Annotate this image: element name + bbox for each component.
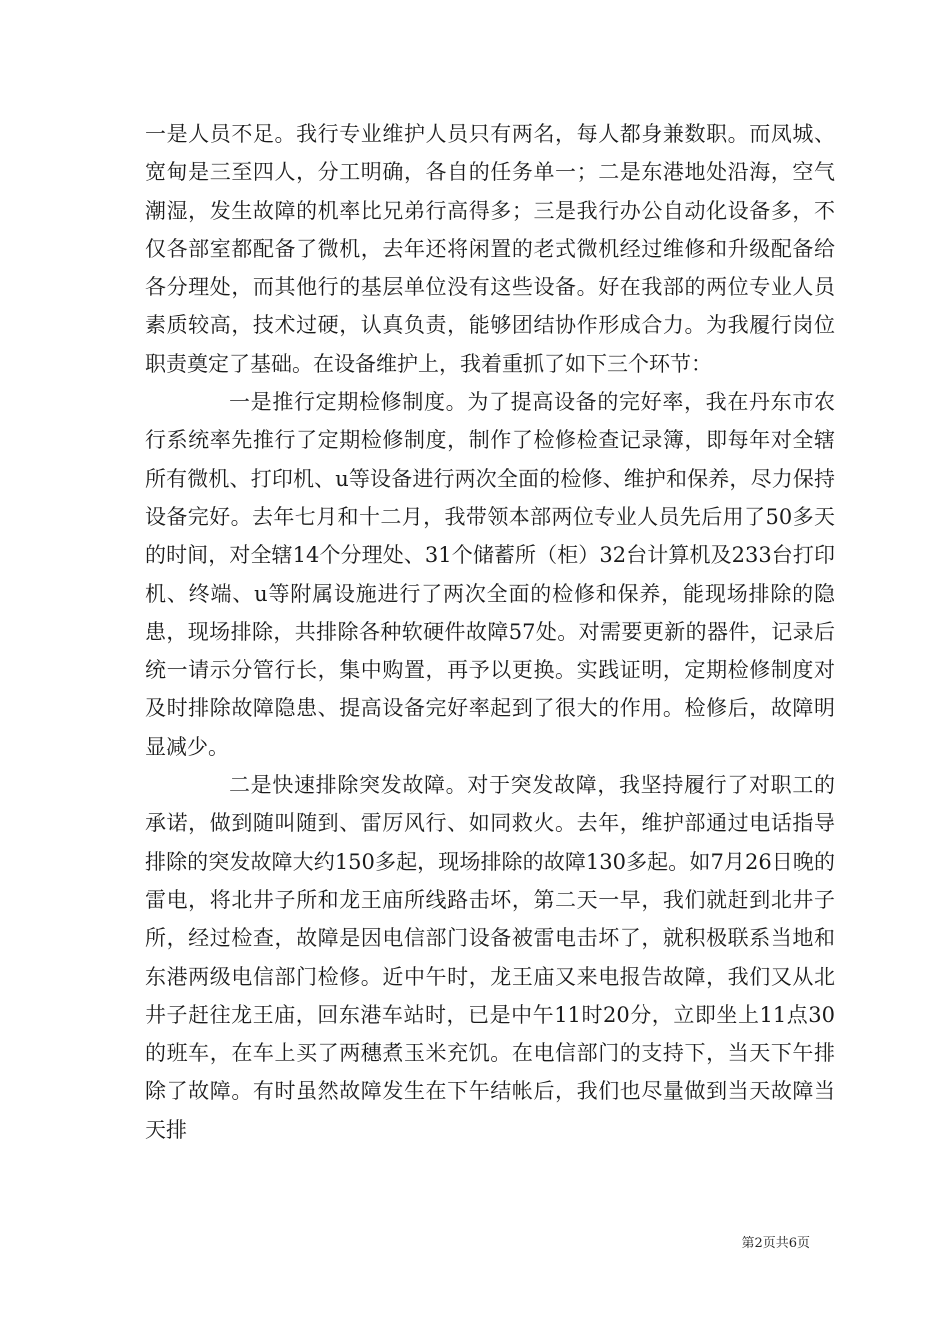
page-number-footer: 第2页共6页 <box>741 1236 810 1251</box>
document-body <box>145 115 835 1149</box>
paragraph-periodic-maintenance: 一是推行定期检修制度。为了提高设备的完好率，我在丹东市农行系统率先推行了定期检修制度，制作了检修检查记录簿，即每年对全辖所有微机、打印机、u等设备进行两次全面的检修、维护和保养，尽力保持设备完好。去年七月和十二月，我带领本部两位专业人员先后用了50多天的时间，对全辖14个分理处、31个储蓄所（柜）32台计算机及233台打印机、终端、u等附属设施进行了两次全面的检修和保养，能现场排除的隐患，现场排除，共排除各种软硬件故障57处。对需要更新的器件，记录后统一请示分管行长，集中购置，再予以更换。实践证明，定期检修制度对及时排除故障隐患、提高设备完好率起到了很大的作用。检修后，故障明显减少。 <box>145 390 835 759</box>
paragraph-staffing: 一是人员不足。我行专业维护人员只有两名，每人都身兼数职。而凤城、宽甸是三至四人，分工明确，各自的任务单一；二是东港地处沿海，空气潮湿，发生故障的机率比兄弟行高得多；三是我行办公自动化设备多，不仅各部室都配备了微机，去年还将闲置的老式微机经过维修和升级配备给各分理处，而其他行的基层单位没有这些设备。好在我部的两位专业人员素质较高，技术过硬，认真负责，能够团结协作形成合力。为我履行岗位职责奠定了基础。在设备维护上，我着重抓了如下三个环节： <box>145 122 835 376</box>
paragraph-emergency-repair: 二是快速排除突发故障。对于突发故障，我坚持履行了对职工的承诺，做到随叫随到、雷厉风行、如同救火。去年，维护部通过电话指导排除的突发故障大约150多起，现场排除的故障130多起。如7月26日晚的雷电，将北井子所和龙王庙所线路击坏，第二天一早，我们就赶到北井子所，经过检查，故障是因电信部门设备被雷电击坏了，就积极联系当地和东港两级电信部门检修。近中午时，龙王庙又来电报告故障，我们又从北井子赶往龙王庙，回东港车站时，已是中午11时20分，立即坐上11点30的班车，在车上买了两穗煮玉米充饥。在电信部门的支持下，当天下午排除了故障。有时虽然故障发生在下午结帐后，我们也尽量做到当天故障当天排 <box>145 773 835 1142</box>
